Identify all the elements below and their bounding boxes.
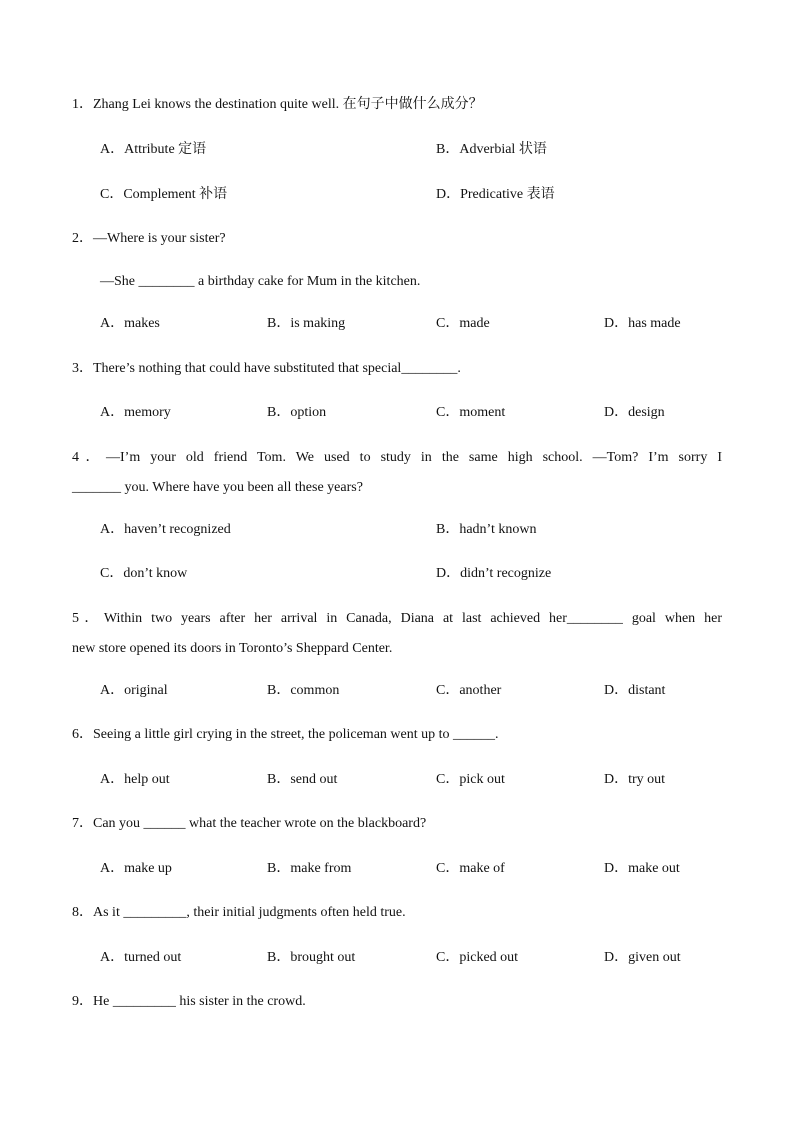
question-6-stem: 6．Seeing a little girl crying in the street, the policeman went up to ______. [72,727,499,742]
question-8-option-b[interactable]: B．brought out [267,950,356,965]
question-2-option-d[interactable]: D．has made [604,316,681,331]
question-7-option-a[interactable]: A．make up [100,861,172,876]
question-3-option-c[interactable]: C．moment [436,405,506,420]
question-7-option-d[interactable]: D．make out [604,861,680,876]
question-5-stem-line-1: 5．Within two years after her arrival in Canada, Diana at last achieved her________ goal when her [72,611,722,626]
question-6-option-c[interactable]: C．pick out [436,772,505,787]
question-2-option-b[interactable]: B．is making [267,316,346,331]
question-5-option-d[interactable]: D．distant [604,683,666,698]
question-6-option-d[interactable]: D．try out [604,772,666,787]
question-6-option-a[interactable]: A．help out [100,772,170,787]
question-3-stem: 3．There’s nothing that could have substituted that special________. [72,361,461,376]
question-5-stem-line-2: new store opened its doors in Toronto’s Sheppard Center. [72,641,393,656]
question-7-option-b[interactable]: B．make from [267,861,352,876]
question-7-stem: 7．Can you ______ what the teacher wrote on the blackboard? [72,816,427,831]
question-2-sub: —She ________ a birthday cake for Mum in the kitchen. [100,274,421,289]
question-4-option-c[interactable]: C．don’t know [100,566,188,581]
question-5-option-a[interactable]: A．original [100,683,168,698]
question-1-option-c[interactable]: C．Complement 补语 [100,187,228,202]
question-3-option-a[interactable]: A．memory [100,405,171,420]
question-8-stem: 8．As it _________, their initial judgments often held true. [72,905,406,920]
question-2-stem: 2．—Where is your sister? [72,231,226,246]
question-7-option-c[interactable]: C．make of [436,861,505,876]
question-8-option-c[interactable]: C．picked out [436,950,519,965]
question-5-option-b[interactable]: B．common [267,683,340,698]
question-2-option-a[interactable]: A．makes [100,316,160,331]
question-4-option-d[interactable]: D．didn’t recognize [436,566,552,581]
question-3-option-b[interactable]: B．option [267,405,327,420]
question-1-option-b[interactable]: B．Adverbial 状语 [436,142,547,157]
question-9-stem: 9．He _________ his sister in the crowd. [72,994,306,1009]
question-4-option-b[interactable]: B．hadn’t known [436,522,537,537]
question-1-stem: 1．Zhang Lei knows the destination quite well. 在句子中做什么成分？ [72,97,483,112]
question-2-option-c[interactable]: C．made [436,316,490,331]
question-1-option-d[interactable]: D．Predicative 表语 [436,187,555,202]
question-8-option-a[interactable]: A．turned out [100,950,182,965]
question-5-option-c[interactable]: C．another [436,683,502,698]
question-4-stem-line-2: _______ you. Where have you been all these years? [72,480,363,495]
question-1-option-a[interactable]: A．Attribute 定语 [100,142,207,157]
question-6-option-b[interactable]: B．send out [267,772,338,787]
question-8-option-d[interactable]: D．given out [604,950,681,965]
question-3-option-d[interactable]: D．design [604,405,665,420]
question-4-option-a[interactable]: A．haven’t recognized [100,522,231,537]
question-4-stem-line-1: 4．—I’m your old friend Tom. We used to study in the same high school. —Tom? I’m sorry I [72,450,722,465]
